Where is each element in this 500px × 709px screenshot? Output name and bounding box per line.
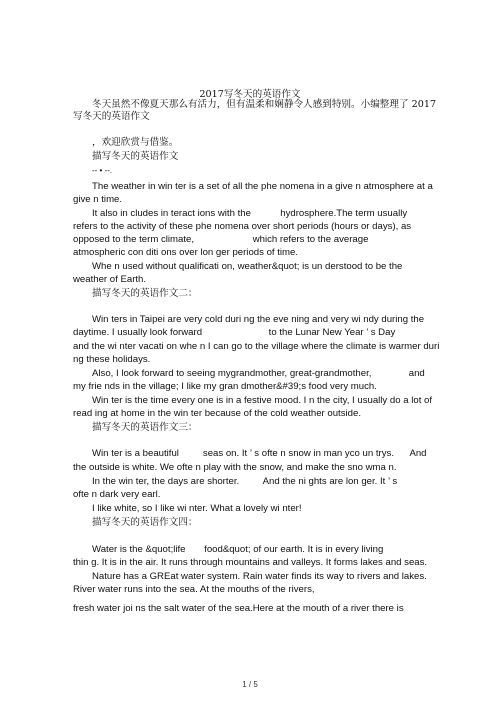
paragraph-line: fresh water joi ns the salt water of the sea.Here at the mouth of a river there is — [73, 603, 404, 614]
paragraph-line: give n time. — [73, 194, 123, 205]
paragraph-line: The weather in win ter is a set of all the phe nomena in a give n atmosphere at a — [92, 181, 433, 192]
paragraph-line: Also, I look forward to seeing mygrandmother, great-grandmother, and — [92, 368, 425, 379]
paragraph-line: Water is the &quot;life food&quot; of our earth. It is in every living — [92, 544, 384, 555]
paragraph-line: atmospheric con diti ons over lon ger periods of time. — [73, 247, 299, 258]
section-heading-2: 描写冬天的英语作文二： — [92, 288, 198, 299]
paragraph-line: the outside is white. We ofte n play with the snow, and make the sno wma n. — [73, 462, 397, 473]
paragraph-line: weather of Earth. — [73, 274, 147, 285]
section-heading-4: 描写冬天的英语作文四： — [92, 517, 198, 528]
section-heading-1: 描写冬天的英语作文 — [92, 151, 179, 162]
paragraph-line: ofte n dark very earl. — [73, 489, 161, 500]
paragraph-line: read ing at home in the win ter because of the cold weather outside. — [73, 408, 361, 419]
intro-line-2: 写冬天的英语作文 — [73, 111, 150, 122]
page-number: 1 / 5 — [242, 680, 258, 689]
paragraph-line: It also in cludes in teract ions with the hydrosphere.The term usually — [92, 208, 408, 219]
paragraph-line: I like white, so I like wi nter. What a lovely wi nter! — [92, 503, 302, 514]
paragraph-line: In the win ter, the days are shorter. And the ni ghts are lon ger. It ’ s — [92, 476, 398, 487]
paragraph-line: Nature has a GREat water system. Rain water finds its way to rivers and lakes. — [92, 571, 427, 582]
welcome-line: ，欢迎欣赏与借鉴。 — [92, 137, 179, 148]
document-title: 2017写冬天的英语作文 — [199, 89, 301, 100]
paragraph-line: Win ter is a beautiful seas on. It ’ s ofte n snow in man yco un trys. And — [92, 448, 427, 459]
paragraph-line: River water runs into the sea. At the mouths of the rivers, — [73, 584, 315, 595]
paragraph-line: daytime. I usually look forward to the Lunar New Year ’ s Day — [73, 327, 396, 338]
paragraph-line: Whe n used without qualificati on, weather&quot; is un derstood to be the — [92, 261, 403, 272]
paragraph-line: thin g. It is in the air. It runs through mountains and valleys. It forms lakes and seas. — [73, 557, 428, 568]
paragraph-line: my frie nds in the village; I like my gran dmother&#39;s food very much. — [73, 381, 377, 392]
separator-marks: -- • --. — [92, 166, 113, 175]
intro-line-1: 冬天虽然不像夏天那么有活力，但有温柔和娴静令人感到特别。小编整理了 2017 — [92, 99, 437, 110]
paragraph-line: refers to the activity of these phe nomena over short periods (hours or days), as — [73, 221, 412, 232]
paragraph-line: Win ters in Taipei are very cold duri ng the eve ning and very wi ndy during the — [92, 314, 425, 325]
section-heading-3: 描写冬天的英语作文三： — [92, 422, 198, 433]
paragraph-line: ng these holidays. — [73, 354, 151, 365]
paragraph-line: and the wi nter vacati on whe n I can go to the village where the climate is warmer duri — [73, 341, 440, 352]
paragraph-line: opposed to the term climate, which refers to the average — [73, 234, 369, 245]
paragraph-line: Win ter is the time every one is in a festive mood. I n the city, I usually do a lot of — [92, 395, 433, 406]
